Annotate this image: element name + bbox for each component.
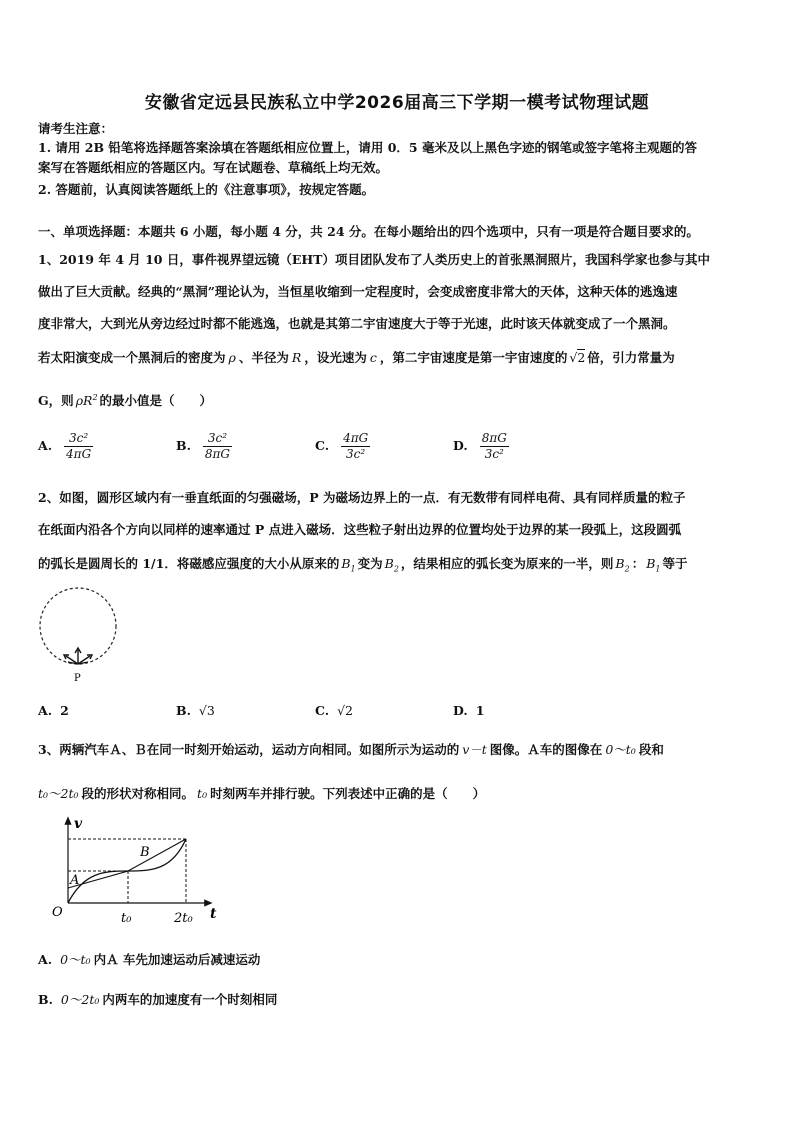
q1-option-b[interactable] xyxy=(176,431,232,462)
option-label: A. xyxy=(38,952,53,967)
option-fraction xyxy=(480,431,509,462)
q2-option-c[interactable] xyxy=(315,703,353,718)
vt-symbol: v－t xyxy=(462,742,487,757)
q3-text: 时刻两车并排行驶。下列表述中正确的是（ ） xyxy=(210,786,486,801)
denominator: 3c² xyxy=(346,447,366,461)
numerator: 4πG xyxy=(343,431,369,445)
q1-text: ，第二宇宙速度是第一宇宙速度的 xyxy=(379,350,568,365)
numerator: 3c² xyxy=(203,431,232,447)
q1-line-3: 度非常大，大到光从旁边经过时都不能逃逸，也就是其第二宇宙速度大于等于光速，此时该天体就变成了一个黑洞。 xyxy=(38,316,676,331)
radius-symbol: R xyxy=(291,350,302,365)
numerator: 8πG xyxy=(481,431,507,445)
q2-text: 等于 xyxy=(662,556,688,571)
option-label: A. xyxy=(38,703,53,718)
q2-line-2: 在纸面内沿各个方向以同样的速率通过 P 点进入磁场．这些粒子射出边界的位置均处于边界的某一段弧上，这段圆弧 xyxy=(38,522,682,537)
q1-text: ，设光速为 xyxy=(304,350,367,365)
lightspeed-symbol: c xyxy=(369,350,377,365)
curve-a-label: A xyxy=(70,873,80,888)
q1-option-c[interactable] xyxy=(315,431,370,462)
q3-line-2 xyxy=(38,786,485,802)
q1-text: 若太阳演变成一个黑洞后的密度为 xyxy=(38,350,226,365)
q1-text: 的最小值是（ ） xyxy=(99,393,213,409)
t0-tick-label: t₀ xyxy=(121,911,132,926)
subscript: 1 xyxy=(655,564,661,574)
q2-option-a[interactable] xyxy=(38,703,69,718)
b-letter: B xyxy=(646,556,656,571)
option-fraction xyxy=(64,431,93,462)
b-letter: B xyxy=(341,556,351,571)
section-heading: 一、单项选择题：本题共 6 小题，每小题 4 分，共 24 分。在每小题给出的四个选项中，只有一项是符合题目要求的。 xyxy=(38,224,699,239)
point-p-label: P xyxy=(74,673,81,684)
subscript: 2 xyxy=(393,564,399,574)
rhoR2-expression xyxy=(76,393,98,408)
subscript: 1 xyxy=(350,564,356,574)
option-label: B. xyxy=(176,703,191,718)
q2-text: 变为 xyxy=(357,556,383,571)
q1-text: G，则 xyxy=(38,393,74,409)
q2-text: ，结果相应的弧长变为原来的一半，则 xyxy=(400,556,614,571)
q3-text: 段的形状对称相同。 xyxy=(81,786,195,801)
b2-symbol xyxy=(384,556,399,574)
sqrt2-radicand: 2 xyxy=(577,350,586,365)
time-range: 0～2t₀ xyxy=(60,992,100,1007)
option-value: √2 xyxy=(337,703,354,718)
q1-text: 倍，引力常量为 xyxy=(587,350,675,365)
curve-b-label: B xyxy=(140,845,150,860)
rho-symbol: ρ xyxy=(228,350,236,365)
q2-text: ： xyxy=(631,556,645,571)
2t0-tick-label: 2t₀ xyxy=(174,911,193,926)
q1-line-5 xyxy=(38,390,212,409)
q2-option-b[interactable] xyxy=(176,703,215,718)
option-label: B. xyxy=(176,438,191,453)
denominator: 3c² xyxy=(484,447,504,461)
time-range: 0～t₀ xyxy=(60,952,91,967)
axis-label-t: t xyxy=(210,906,217,922)
option-label: C. xyxy=(315,438,330,453)
axis-label-v: v xyxy=(74,816,83,832)
q2-option-d[interactable] xyxy=(453,703,484,718)
q1-line-4 xyxy=(38,350,675,366)
q3-option-a[interactable] xyxy=(38,952,260,968)
notice-item-2: 2. 答题前，认真阅读答题纸上的《注意事项》，按规定答题。 xyxy=(38,182,375,197)
option-value: 1 xyxy=(475,703,485,718)
notice-item-1a: 1. 请用 2B 铅笔将选择题答案涂填在答题纸相应位置上，请用 0．5 毫米及以上黑色字迹的钢笔或签字笔将主观题的答 xyxy=(38,140,697,155)
b1-symbol xyxy=(341,556,356,574)
q3-text: 图像。Ａ车的图像在 xyxy=(489,742,603,757)
q2-line-3 xyxy=(38,556,688,578)
time-range: 0～t₀ xyxy=(605,742,636,757)
option-label: D. xyxy=(453,438,468,453)
origin-label: O xyxy=(52,905,63,920)
velocity-arrows xyxy=(64,648,92,664)
t0-symbol: t₀ xyxy=(197,786,208,801)
b2-symbol xyxy=(615,556,630,574)
q1-text: 、半径为 xyxy=(238,350,289,365)
b-letter: B xyxy=(384,556,394,571)
q3-option-b[interactable] xyxy=(38,992,277,1008)
q3-text: 3、两辆汽车Ａ、Ｂ在同一时刻开始运动，运动方向相同。如图所示为运动的 xyxy=(38,742,460,757)
option-value: √3 xyxy=(198,703,215,718)
option-text: 内Ａ 车先加速运动后减速运动 xyxy=(93,952,261,967)
subscript: 2 xyxy=(624,564,630,574)
sqrt2-expression: √2 xyxy=(569,350,586,365)
q2-line-1: 2、如图，圆形区域内有一垂直纸面的匀强磁场，P 为磁场边界上的一点．有无数带有同样电荷、具有同样质量的粒子 xyxy=(38,490,686,505)
notice-item-1b: 案写在答题纸相应的答题区内。写在试题卷、草稿纸上均无效。 xyxy=(38,160,389,175)
option-label: C. xyxy=(315,703,330,718)
option-label: B. xyxy=(38,992,53,1007)
b-letter: B xyxy=(615,556,625,571)
option-fraction xyxy=(341,431,370,462)
vt-graph-figure xyxy=(44,812,230,930)
numerator: 3c² xyxy=(64,431,93,447)
q1-line-2: 做出了巨大贡献。经典的“黑洞”理论认为，当恒星收缩到一定程度时，会变成密度非常大的天体，这种天体的逃逸速 xyxy=(38,284,678,299)
option-value: 2 xyxy=(60,703,69,718)
rhoR-symbol: ρR xyxy=(75,393,93,409)
q1-option-d[interactable] xyxy=(453,431,509,462)
b1-symbol xyxy=(646,556,661,574)
option-fraction xyxy=(203,431,232,462)
exponent: 2 xyxy=(92,393,98,402)
q3-line-1 xyxy=(38,742,664,758)
denominator: 4πG xyxy=(66,447,92,461)
notice-heading: 请考生注意： xyxy=(38,121,114,136)
q1-option-a[interactable] xyxy=(38,431,93,462)
page-title: 安徽省定远县民族私立中学2026届高三下学期一模考试物理试题 xyxy=(144,93,650,113)
option-label: D. xyxy=(453,703,468,718)
q1-line-1: 1、2019 年 4 月 10 日，事件视界望远镜（EHT）项目团队发布了人类历史上的首张黑洞照片，我国科学家也参与其中 xyxy=(38,252,710,267)
option-text: 内两车的加速度有一个时刻相同 xyxy=(102,992,278,1007)
time-range: t₀～2t₀ xyxy=(38,786,79,801)
q2-text: 的弧长是圆周长的 1/1．将磁感应强度的大小从原来的 xyxy=(38,556,340,571)
denominator: 8πG xyxy=(204,447,231,461)
q3-text: 段和 xyxy=(638,742,664,757)
circle-field-figure xyxy=(34,586,124,686)
option-label: A. xyxy=(38,438,53,453)
